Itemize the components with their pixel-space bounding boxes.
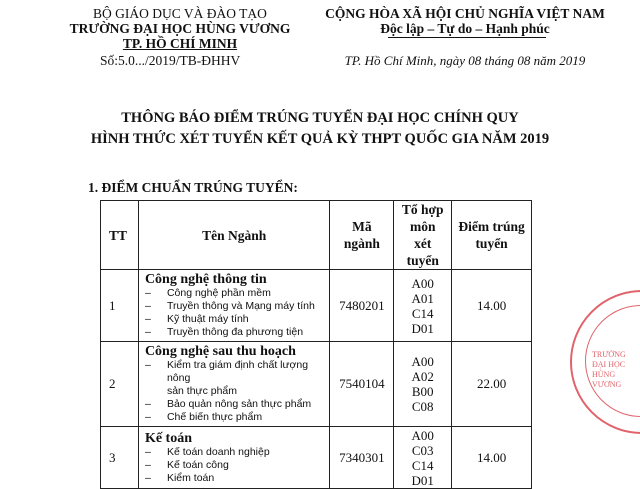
ministry-name: BỘ GIÁO DỤC VÀ ĐÀO TẠO [93,6,267,21]
major-name: Công nghệ sau thu hoạch [144,344,296,359]
university-name: TRƯỜNG ĐẠI HỌC HÙNG VƯƠNG [69,21,291,36]
header-code: Mã ngành [330,201,394,270]
sub-major: – Kế toán doanh nghiệp [144,445,270,458]
row-code: 7540104 [330,342,394,427]
row-major [138,342,329,427]
sub-major: – Kỹ thuật máy tính [144,313,249,325]
table-row [101,427,532,489]
notice-title-line1: THÔNG BÁO ĐIỂM TRÚNG TUYỂN ĐẠI HỌC CHÍNH QUY [121,110,519,126]
notice-title-line2: HÌNH THỨC XÉT TUYỂN KẾT QUẢ KỲ THPT QUỐC GIA NĂM 2019 [90,131,550,147]
sub-major: – Kiểm tra giám định chất lượng nông [144,359,309,384]
section-heading: 1. ĐIỂM CHUẨN TRÚNG TUYỂN: [88,180,298,195]
sub-major: – Truyền thông đa phương tiện [144,326,304,338]
sub-major: – Kế toán công [144,458,229,471]
row-tt: 3 [101,427,139,489]
header-name: Tên Ngành [138,201,329,270]
sub-major: – Truyền thông và Mạng máy tính [144,300,315,312]
table-header-row [101,201,532,270]
row-code: 7480201 [330,270,394,342]
admission-score-table [100,200,532,489]
row-score: 22.00 [452,342,532,427]
sub-major: – Công nghệ phần mềm [144,287,271,299]
row-combos: A00 C03 C14 D01 [394,427,452,489]
nation-motto: Độc lập – Tự do – Hạnh phúc [380,21,550,36]
university-city: TP. HỒ CHÍ MINH [122,36,238,51]
document-date: TP. Hồ Chí Minh, ngày 08 tháng 08 năm 2019 [344,53,586,68]
header-combo: Tổ hợp môn xét tuyển [394,201,452,270]
major-name: Kế toán [144,430,192,446]
row-major [138,427,329,489]
row-combos: A00 A02 B00 C08 [394,342,452,427]
doc-number: Số:5.0.../2019/TB-ĐHHV [100,53,241,68]
row-score: 14.00 [452,427,532,489]
row-tt: 2 [101,342,139,427]
sub-major: – Bảo quản nông sản thực phẩm [144,398,312,410]
sub-major: – Kiểm toán [144,471,215,484]
official-seal-text: TRƯỜNG ĐẠI HỌC HÙNG VƯƠNG [592,350,626,389]
table-row [101,270,532,342]
row-tt: 1 [101,270,139,342]
header-score: Điểm trúng tuyển [452,201,532,270]
header-tt: TT [101,201,139,270]
row-combos: A00 A01 C14 D01 [394,270,452,342]
row-code: 7340301 [330,427,394,489]
row-score: 14.00 [452,270,532,342]
sub-major: – Chế biến thực phẩm [144,411,263,423]
nation-name: CỘNG HÒA XÃ HỘI CHỦ NGHĨA VIỆT NAM [325,6,605,21]
table-row [101,342,532,427]
major-name: Công nghệ thông tin [144,272,267,287]
motto-underline [388,37,546,38]
sub-major: sản thực phẩm [166,385,238,397]
row-major [138,270,329,342]
